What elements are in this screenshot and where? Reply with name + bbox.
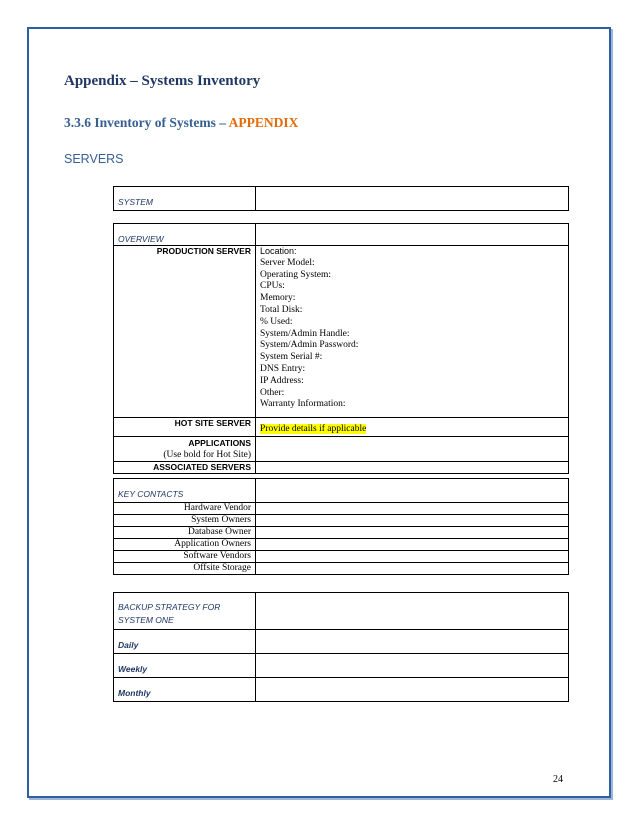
page-number: 24 bbox=[553, 774, 563, 785]
field-other: Other: bbox=[260, 387, 285, 398]
key-contacts-header-value-cell[interactable] bbox=[256, 479, 569, 503]
field-serial: System Serial #: bbox=[260, 352, 323, 363]
field-admin-password: System/Admin Password: bbox=[260, 340, 359, 351]
field-server-model: Server Model: bbox=[260, 257, 315, 268]
contact-offsite-storage: Offsite Storage bbox=[114, 563, 256, 575]
field-dns-entry: DNS Entry: bbox=[260, 363, 306, 374]
production-server-details[interactable] bbox=[256, 246, 569, 418]
applications-label: APPLICATIONS bbox=[188, 438, 251, 448]
field-total-disk: Total Disk: bbox=[260, 304, 303, 315]
key-contacts-table bbox=[113, 478, 569, 575]
contact-hardware-vendor: Hardware Vendor bbox=[114, 503, 256, 515]
backup-monthly-value[interactable] bbox=[256, 678, 569, 702]
contact-value-cell[interactable] bbox=[256, 539, 569, 551]
backup-weekly-value[interactable] bbox=[256, 654, 569, 678]
backup-weekly-label: Weekly bbox=[114, 654, 256, 678]
servers-heading: SERVERS bbox=[64, 152, 124, 166]
applications-value-cell[interactable] bbox=[256, 437, 569, 462]
backup-header-line2: SYSTEM ONE bbox=[118, 615, 174, 625]
field-ip-address: IP Address: bbox=[260, 375, 304, 386]
overview-table bbox=[113, 223, 569, 474]
system-table bbox=[113, 186, 569, 211]
applications-note: (Use bold for Hot Site) bbox=[163, 450, 251, 460]
backup-strategy-table bbox=[113, 592, 569, 702]
field-admin-handle: System/Admin Handle: bbox=[260, 328, 350, 339]
hot-site-server-label: HOT SITE SERVER bbox=[114, 418, 256, 437]
contact-value-cell[interactable] bbox=[256, 503, 569, 515]
associated-servers-label: ASSOCIATED SERVERS bbox=[114, 462, 256, 474]
overview-header-value-cell[interactable] bbox=[256, 224, 569, 246]
field-cpus: CPUs: bbox=[260, 281, 285, 292]
backup-header-cell bbox=[114, 593, 256, 630]
section-heading-accent: APPENDIX bbox=[228, 115, 299, 130]
field-operating-system: Operating System: bbox=[260, 269, 331, 280]
backup-header-value-cell[interactable] bbox=[256, 593, 569, 630]
hot-site-server-value[interactable] bbox=[256, 418, 569, 437]
associated-servers-value-cell[interactable] bbox=[256, 462, 569, 474]
applications-label-cell bbox=[114, 437, 256, 462]
field-percent-used: % Used: bbox=[260, 316, 293, 327]
field-warranty: Warranty Information: bbox=[260, 399, 346, 410]
contact-value-cell[interactable] bbox=[256, 515, 569, 527]
hot-site-highlight: Provide details if applicable bbox=[260, 424, 367, 434]
production-server-label: PRODUCTION SERVER bbox=[114, 246, 256, 418]
contact-value-cell[interactable] bbox=[256, 551, 569, 563]
overview-header: OVERVIEW bbox=[114, 224, 256, 246]
backup-daily-label: Daily bbox=[114, 630, 256, 654]
field-memory: Memory: bbox=[260, 293, 296, 304]
section-heading bbox=[64, 115, 298, 131]
field-location: Location: bbox=[260, 246, 297, 256]
backup-daily-value[interactable] bbox=[256, 630, 569, 654]
contact-system-owners: System Owners bbox=[114, 515, 256, 527]
contact-application-owners: Application Owners bbox=[114, 539, 256, 551]
page-title: Appendix – Systems Inventory bbox=[64, 73, 261, 89]
backup-header-line1: BACKUP STRATEGY FOR bbox=[118, 602, 221, 612]
contact-software-vendors: Software Vendors bbox=[114, 551, 256, 563]
backup-monthly-label: Monthly bbox=[114, 678, 256, 702]
contact-value-cell[interactable] bbox=[256, 563, 569, 575]
contact-database-owner: Database Owner bbox=[114, 527, 256, 539]
section-heading-prefix: 3.3.6 Inventory of Systems – bbox=[64, 115, 229, 130]
system-label: SYSTEM bbox=[114, 187, 256, 211]
key-contacts-header: KEY CONTACTS bbox=[114, 479, 256, 503]
contact-value-cell[interactable] bbox=[256, 527, 569, 539]
system-value-cell[interactable] bbox=[256, 187, 569, 211]
